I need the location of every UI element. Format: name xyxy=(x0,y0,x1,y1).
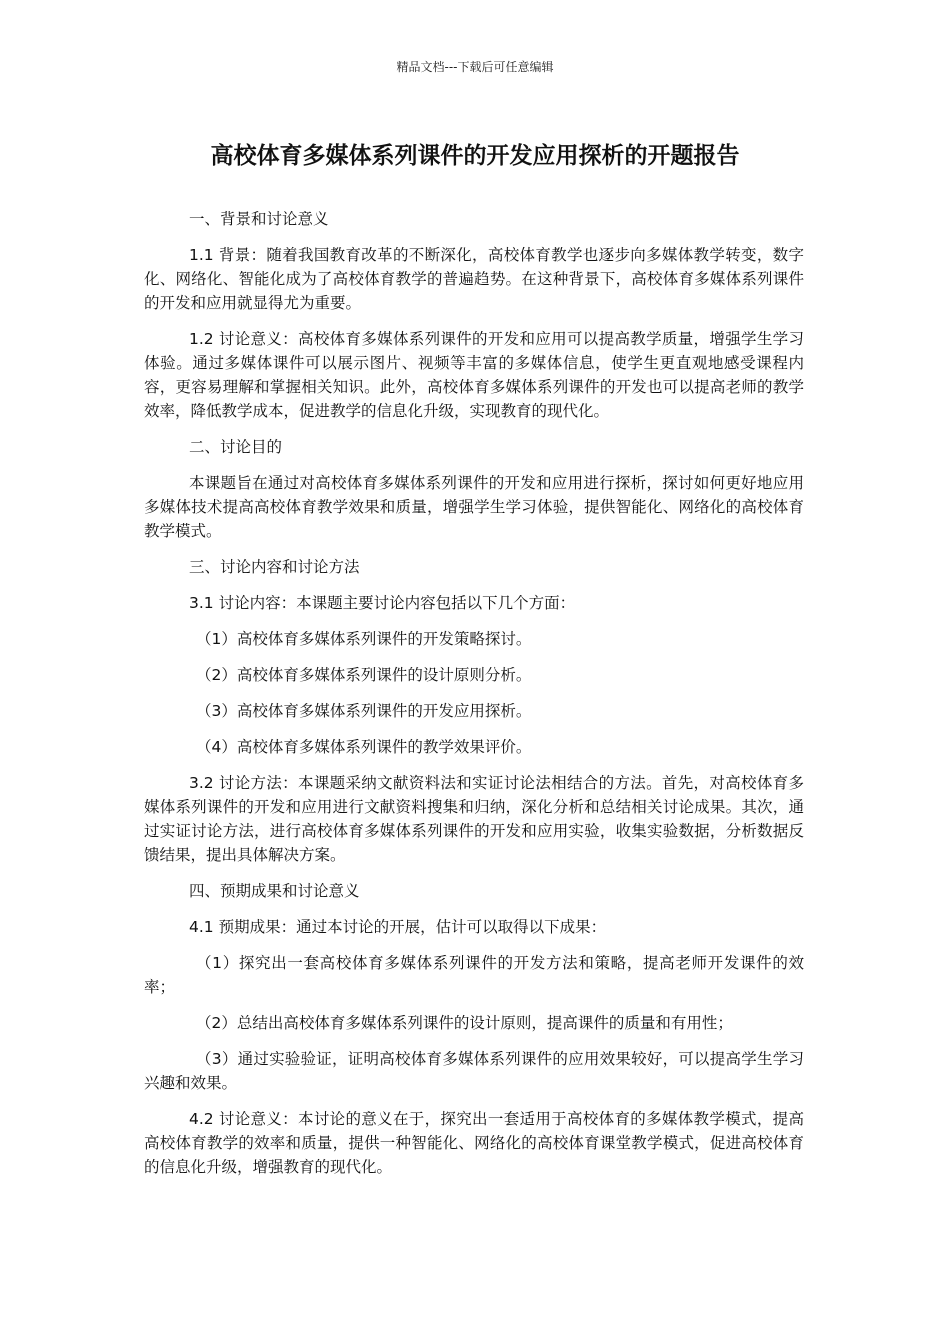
paragraph-method: 3.2 讨论方法：本课题采纳文献资料法和实证讨论法相结合的方法。首先，对高校体育多媒体系列课件的开发和应用进行文献资料搜集和归纳，深化分析和总结相关讨论成果。其次，通过实证讨论方法，进行高校体育多媒体系列课件的开发和应用实验，收集实验数据，分析数据反馈结果，提出具体解决方案。 xyxy=(144,774,804,864)
document-body xyxy=(144,207,804,1191)
list-item: （3）通过实验验证，证明高校体育多媒体系列课件的应用效果较好，可以提高学生学习兴趣和效果。 xyxy=(144,1050,804,1092)
section-heading-1: 一、背景和讨论意义 xyxy=(189,210,329,228)
list-item: （2）总结出高校体育多媒体系列课件的设计原则，提高课件的质量和有用性； xyxy=(196,1014,733,1032)
list-item: （3）高校体育多媒体系列课件的开发应用探析。 xyxy=(196,702,532,720)
paragraph-research-significance: 4.2 讨论意义：本讨论的意义在于，探究出一套适用于高校体育的多媒体教学模式，提高高校体育教学的效率和质量，提供一种智能化、网络化的高校体育课堂教学模式，促进高校体育的信息化升级，增强教育的现代化。 xyxy=(144,1110,804,1176)
list-item: （1）高校体育多媒体系列课件的开发策略探讨。 xyxy=(196,630,532,648)
page-header: 精品文档---下载后可任意编辑 xyxy=(396,60,554,74)
list-item: （2）高校体育多媒体系列课件的设计原则分析。 xyxy=(196,666,532,684)
list-item: （4）高校体育多媒体系列课件的教学效果评价。 xyxy=(196,738,532,756)
section-heading-3: 三、讨论内容和讨论方法 xyxy=(189,558,360,576)
paragraph-purpose: 本课题旨在通过对高校体育多媒体系列课件的开发和应用进行探析，探讨如何更好地应用多媒体技术提高高校体育教学效果和质量，增强学生学习体验，提供智能化、网络化的高校体育教学模式。 xyxy=(144,474,804,540)
paragraph-significance: 1.2 讨论意义：高校体育多媒体系列课件的开发和应用可以提高教学质量，增强学生学习体验。通过多媒体课件可以展示图片、视频等丰富的多媒体信息，使学生更直观地感受课程内容，更容易理解和掌握相关知识。此外，高校体育多媒体系列课件的开发也可以提高老师的教学效率，降低教学成本，促进教学的信息化升级，实现教育的现代化。 xyxy=(144,330,804,420)
paragraph-expected-results: 4.1 预期成果：通过本讨论的开展，估计可以取得以下成果： xyxy=(189,918,607,936)
list-item: （1）探究出一套高校体育多媒体系列课件的开发方法和策略，提高老师开发课件的效率； xyxy=(144,954,804,996)
section-heading-2: 二、讨论目的 xyxy=(189,438,283,456)
paragraph-content-intro: 3.1 讨论内容：本课题主要讨论内容包括以下几个方面： xyxy=(189,594,576,612)
document-title: 高校体育多媒体系列课件的开发应用探析的开题报告 xyxy=(210,143,740,169)
paragraph-background: 1.1 背景：随着我国教育改革的不断深化，高校体育教学也逐步向多媒体教学转变，数字化、网络化、智能化成为了高校体育教学的普遍趋势。在这种背景下，高校体育多媒体系列课件的开发和应用就显得尤为重要。 xyxy=(144,246,804,312)
section-heading-4: 四、预期成果和讨论意义 xyxy=(189,882,360,900)
